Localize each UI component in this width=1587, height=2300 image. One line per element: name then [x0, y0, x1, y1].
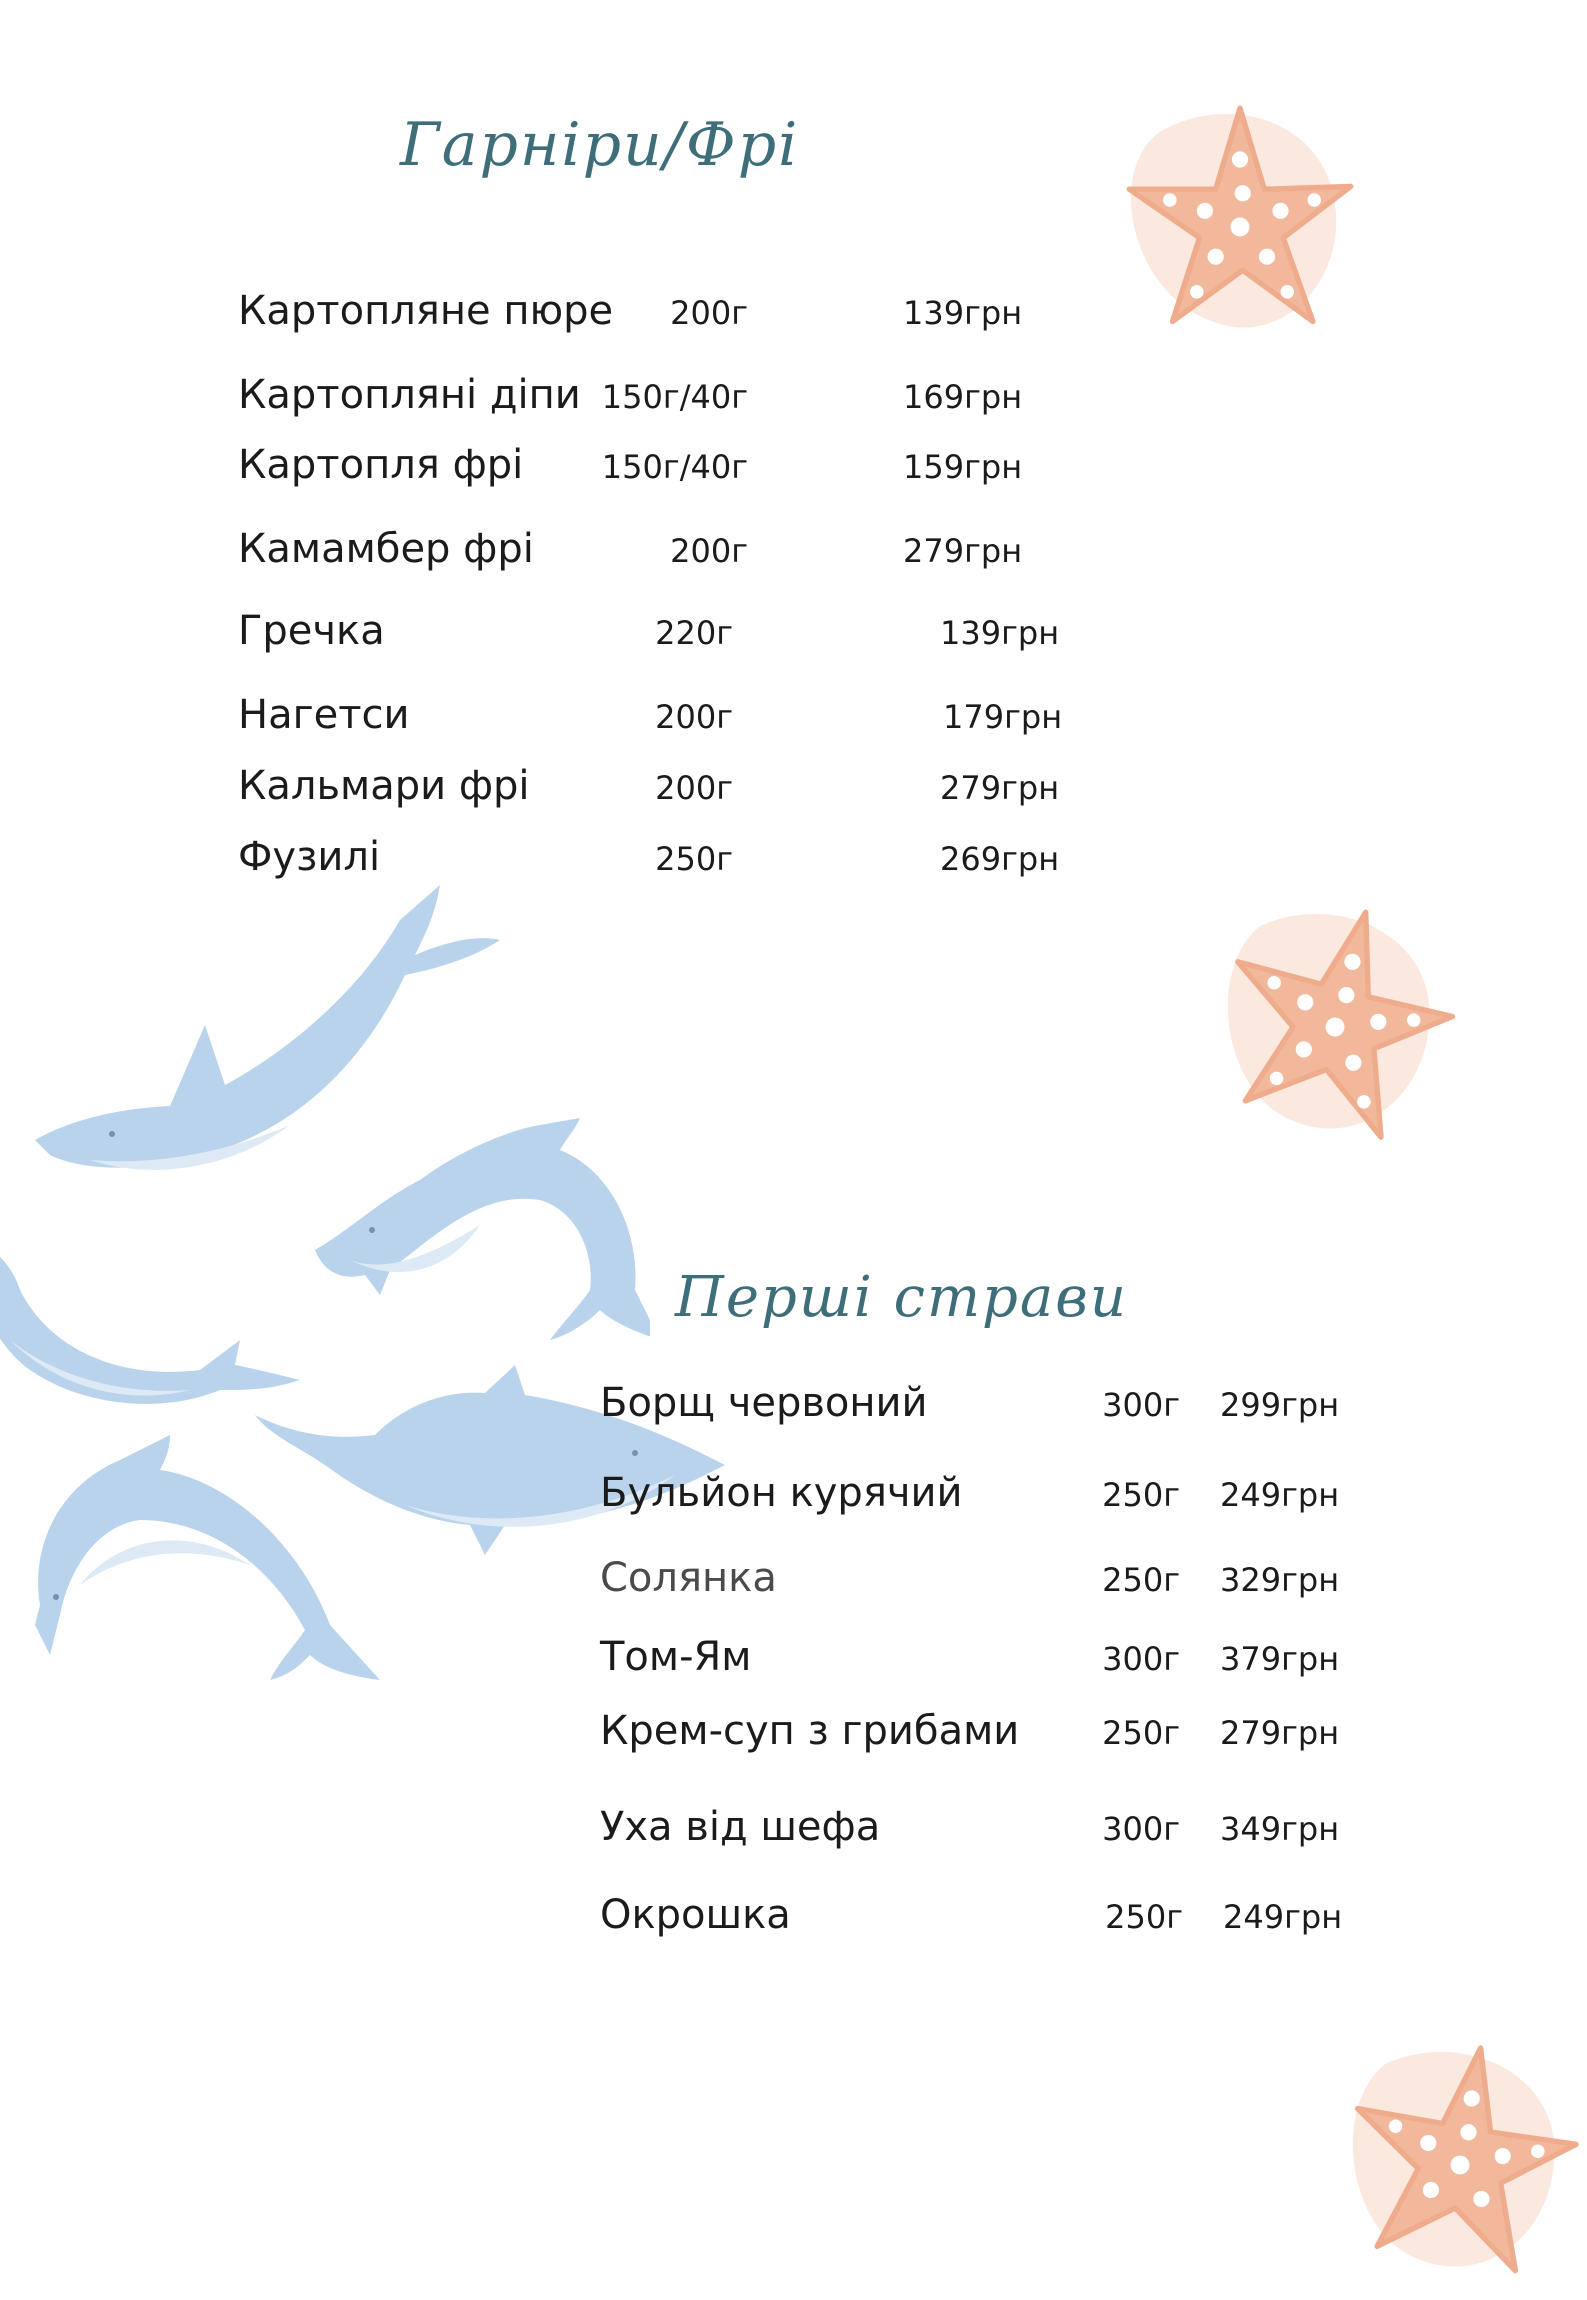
item-name: Крем-суп з грибами [600, 1708, 1020, 1754]
starfish-icon [1105, 92, 1375, 362]
section-title-first-courses: Перші страви [675, 1265, 1128, 1330]
section-title-sides: Гарніри/Фрі [400, 110, 800, 180]
menu-item [238, 372, 1118, 432]
menu-item [238, 288, 1118, 348]
item-price: 279грн [903, 532, 1023, 570]
item-price: 329грн [1220, 1561, 1340, 1599]
starfish-icon [1325, 2030, 1587, 2300]
item-name: Картопляне пюре [238, 288, 614, 334]
item-name: Солянка [600, 1555, 777, 1601]
item-name: Уха від шефа [600, 1804, 881, 1850]
item-price: 159грн [903, 448, 1023, 486]
item-weight: 300г [1102, 1810, 1180, 1848]
menu-item [600, 1470, 1360, 1530]
dolphin-icon [20, 1425, 400, 1685]
item-price: 179грн [943, 698, 1063, 736]
item-weight: 300г [1102, 1386, 1180, 1424]
item-name: Бульйон курячий [600, 1470, 963, 1516]
item-weight: 250г [1102, 1476, 1180, 1514]
menu-item [600, 1555, 1360, 1615]
item-weight: 150г/40г [601, 378, 748, 416]
item-name: Окрошка [600, 1892, 791, 1938]
menu-item [238, 763, 1118, 823]
item-weight: 200г [670, 532, 748, 570]
item-name: Гречка [238, 608, 385, 654]
item-weight: 250г [655, 840, 733, 878]
item-weight: 200г [655, 769, 733, 807]
menu-item [238, 692, 1118, 752]
starfish-icon [1200, 892, 1470, 1162]
item-weight: 250г [1102, 1561, 1180, 1599]
menu-item [238, 442, 1118, 502]
menu-item [600, 1380, 1360, 1440]
item-name: Картопля фрі [238, 442, 524, 488]
item-name: Картопляні діпи [238, 372, 581, 418]
menu-item [600, 1708, 1360, 1768]
item-price: 139грн [940, 614, 1060, 652]
item-price: 349грн [1220, 1810, 1340, 1848]
dolphin-icon [310, 1110, 650, 1350]
item-price: 249грн [1223, 1898, 1343, 1936]
item-price: 279грн [940, 769, 1060, 807]
item-name: Том-Ям [600, 1634, 752, 1680]
item-weight: 150г/40г [601, 448, 748, 486]
menu-item [600, 1634, 1360, 1694]
item-price: 279грн [1220, 1714, 1340, 1752]
item-weight: 200г [670, 294, 748, 332]
item-weight: 250г [1105, 1898, 1183, 1936]
item-name: Нагетси [238, 692, 410, 738]
item-name: Камамбер фрі [238, 526, 534, 572]
item-weight: 300г [1102, 1640, 1180, 1678]
item-price: 169грн [903, 378, 1023, 416]
item-price: 379грн [1220, 1640, 1340, 1678]
menu-item [600, 1892, 1360, 1952]
item-weight: 220г [655, 614, 733, 652]
menu-item [238, 526, 1118, 586]
item-price: 249грн [1220, 1476, 1340, 1514]
item-price: 269грн [940, 840, 1060, 878]
item-weight: 200г [655, 698, 733, 736]
menu-item [238, 834, 1118, 894]
item-weight: 250г [1102, 1714, 1180, 1752]
item-name: Фузилі [238, 834, 381, 880]
menu-item [238, 608, 1118, 668]
item-price: 139грн [903, 294, 1023, 332]
item-name: Борщ червоний [600, 1380, 928, 1426]
menu-item [600, 1804, 1360, 1864]
item-name: Кальмари фрі [238, 763, 530, 809]
item-price: 299грн [1220, 1386, 1340, 1424]
